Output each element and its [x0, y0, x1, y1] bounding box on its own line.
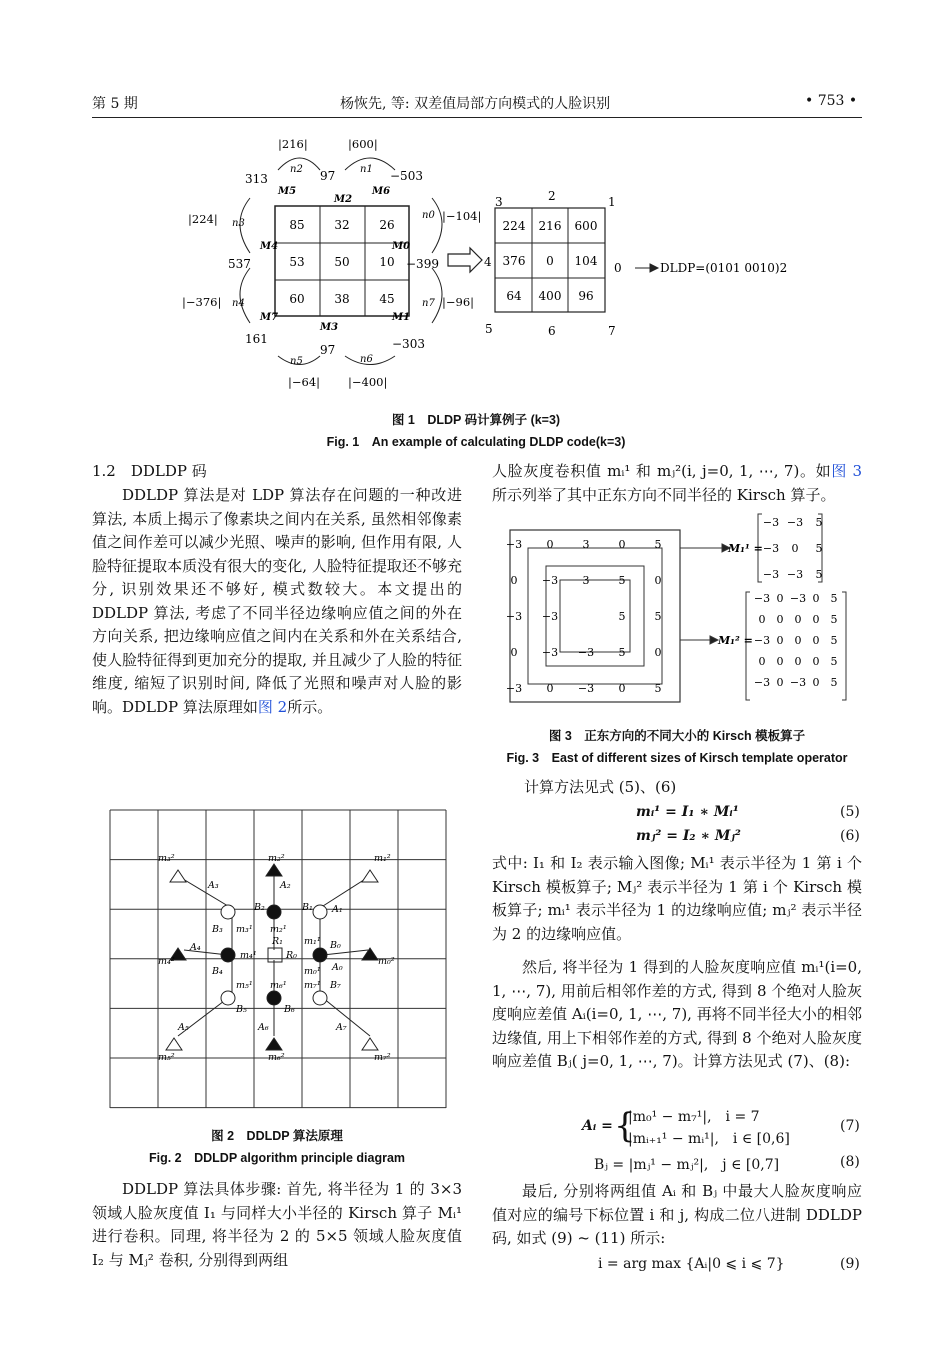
figure-2 [108, 808, 448, 1110]
lbl-m20: m₀² [378, 956, 395, 967]
lbl-m25: m₅² [158, 1052, 175, 1063]
right-paragraph-2: 式中: I₁ 和 I₂ 表示输入图像; Mᵢ¹ 表示半径为 1 第 i 个 Kirsch 模板算子; Mⱼ² 表示半径为 1 第 i 个 Kirsch 模板算子; mᵢ¹ 表示半径为 1 的边缘响应值; mⱼ² 表示半径为 2 的边缘响应值。 [492, 854, 862, 943]
grid2-cell-6: 64 [506, 289, 522, 303]
equation-7-case-1: |m₀¹ − m₇¹|, i = 7 [628, 1109, 760, 1125]
lbl-B0: B₀ [330, 940, 341, 951]
lbl-m11: m₁¹ [304, 936, 321, 947]
lbl-B3: B₃ [212, 924, 223, 935]
kirsch-big-cell: −3 [541, 610, 559, 623]
lbl-B7: B₇ [330, 980, 341, 991]
equation-9-number: (9) [840, 1256, 860, 1272]
kirsch-m2-cell: 0 [812, 613, 820, 626]
kirsch-big-cell: −3 [505, 538, 523, 551]
fig2-link[interactable]: 图 2 [257, 697, 288, 716]
idx-5: 5 [485, 322, 493, 336]
kirsch-m2-cell: 5 [830, 592, 838, 605]
kirsch-big-cell: −3 [541, 646, 559, 659]
equation-6: mⱼ² = I₂ ∗ Mⱼ² [636, 828, 741, 844]
right-paragraph-1: 人脸灰度卷积值 mᵢ¹ 和 mⱼ²(i, j=0, 1, ⋯, 7)。如图 3所示列举了其中正东方向不同半径的 Kirsch 算子。 [492, 462, 862, 504]
grid2-cell-0: 224 [502, 219, 526, 233]
lbl-R0: R₀ [286, 950, 297, 961]
lbl-m16: m₆¹ [270, 980, 287, 991]
kirsch-big-cell: −3 [505, 610, 523, 623]
n-label-5: n5 [290, 356, 303, 367]
grid2-cell-1: 216 [538, 219, 562, 233]
kirsch-m2-cell: 5 [830, 634, 838, 647]
grid1-cell-0: 85 [289, 218, 305, 232]
running-header-title: 杨恢先, 等: 双差值局部方向模式的人脸识别 [340, 96, 611, 112]
fig3-link[interactable]: 图 3 [831, 462, 862, 480]
n-label-0: n0 [422, 210, 435, 221]
right-paragraph-4: 最后, 分别将两组值 Aᵢ 和 Bⱼ 中最大人脸灰度响应值对应的编号下标位置 i 和 j, 构成二位八进制 DDLDP 码, 如式 (9) ~ (11) 所示: [492, 1182, 862, 1247]
diff-1: |600| [348, 137, 378, 151]
kirsch-m2-cell: −3 [753, 634, 771, 647]
kirsch-m2-cell: 0 [794, 655, 802, 668]
lbl-m13: m₃¹ [236, 924, 253, 935]
grid2-cell-5: 104 [574, 254, 598, 268]
lbl-m24: m₄² [158, 956, 175, 967]
kirsch-m1-cell: 5 [815, 542, 823, 555]
fig1-caption-en: Fig. 1 An example of calculating DLDP code(k=3) [326, 435, 626, 449]
kirsch-big-cell: 5 [618, 574, 626, 587]
equation-7-number: (7) [840, 1118, 860, 1134]
kirsch-m2-cell: 0 [812, 655, 820, 668]
kirsch-m2-cell: −3 [753, 592, 771, 605]
equation-6-number: (6) [840, 828, 860, 844]
kirsch-m1-cell: −3 [762, 516, 780, 529]
m-label-5: M5 [278, 186, 297, 197]
kirsch-big-cell: −3 [577, 646, 595, 659]
grid2-cell-3: 376 [502, 254, 526, 268]
equation-8-number: (8) [840, 1154, 860, 1170]
m-label-2: M2 [334, 194, 353, 205]
lbl-m14: m₄¹ [240, 950, 257, 961]
lbl-A5: A₅ [178, 1022, 189, 1033]
kirsch-m1-cell: 0 [791, 542, 799, 555]
section-title: 1.2 DDLDP 码 [92, 462, 207, 480]
n-label-3: n3 [232, 218, 245, 229]
kirsch-m2-cell: 0 [794, 634, 802, 647]
n-label-6: n6 [360, 354, 373, 365]
grid1-cell-6: 60 [289, 292, 305, 306]
resp-n7: −303 [392, 337, 425, 351]
grid2-cell-4: 0 [546, 254, 554, 268]
diff-7: |−400| [348, 375, 388, 389]
lbl-A3: A₃ [208, 880, 219, 891]
n-label-7: n7 [422, 298, 435, 309]
kirsch-m1-cell: −3 [762, 568, 780, 581]
resp-n4: 537 [228, 257, 251, 271]
lbl-m23: m₃² [158, 853, 175, 864]
kirsch-m2-cell: 0 [758, 613, 766, 626]
lbl-B5: B₅ [236, 1004, 247, 1015]
grid1-cell-7: 38 [334, 292, 350, 306]
kirsch-big-cell: 0 [546, 538, 554, 551]
equation-5-number: (5) [840, 804, 860, 820]
equation-7-brace: { [614, 1106, 636, 1146]
kirsch-m1-cell: −3 [762, 542, 780, 555]
lbl-B2: B₂ [254, 902, 265, 913]
n-label-2: n2 [290, 164, 303, 175]
header-rule [92, 117, 862, 118]
fig1-caption-cn: 图 1 DLDP 码计算例子 (k=3) [391, 413, 561, 427]
lbl-B6: B₆ [284, 1004, 295, 1015]
kirsch-big-cell: 0 [654, 574, 662, 587]
kirsch-big-cell: −3 [541, 574, 559, 587]
kirsch-m2-cell: 0 [812, 634, 820, 647]
kirsch-big-cell: 0 [618, 538, 626, 551]
m-label-0: M0 [392, 241, 411, 252]
diff-2: |224| [188, 212, 218, 226]
diff-0: |216| [278, 137, 308, 151]
n-label-1: n1 [360, 164, 373, 175]
lbl-m10: m₀¹ [304, 966, 321, 977]
lbl-m27: m₇² [374, 1052, 391, 1063]
idx-0: 0 [614, 261, 622, 275]
idx-2: 2 [548, 189, 556, 203]
running-header-issue: 第 5 期 [92, 96, 138, 112]
right-paragraph-3: 然后, 将半径为 1 得到的人脸灰度响应值 mᵢ¹(i=0, 1, ⋯, 7), 用前后相邻作差的方式, 得到 8 个绝对人脸灰度响应差值 Aᵢ(i=0, 1, ⋯, 7), 再将不同半径大小的相邻边缘值, 用上下相邻作差的方式, 得到 8 个绝对人脸灰度响应差值 Bⱼ( j=0, 1, ⋯, 7)。计算方法见式 (7)、(8): [492, 958, 862, 1070]
page-number: • 753 • [805, 93, 858, 109]
lbl-m21: m₁² [374, 853, 391, 864]
kirsch-big-cell: 0 [654, 646, 662, 659]
kirsch-m2-cell: 0 [776, 676, 784, 689]
kirsch-m2-cell: −3 [789, 676, 807, 689]
idx-1: 1 [608, 195, 616, 209]
fig2-caption-en: Fig. 2 DDLDP algorithm principle diagram [148, 1151, 406, 1165]
m-label-1: M1 [392, 312, 411, 323]
idx-3: 3 [495, 195, 503, 209]
n-label-4: n4 [232, 298, 245, 309]
kirsch-m2-cell: 5 [830, 613, 838, 626]
kirsch-m2-cell: 0 [812, 592, 820, 605]
fig3-caption-en: Fig. 3 East of different sizes of Kirsch template operator [506, 751, 848, 765]
kirsch-m1-cell: −3 [786, 516, 804, 529]
kirsch-big-cell: 0 [546, 682, 554, 695]
M12-label: M₁² = [718, 634, 753, 647]
resp-n1: −503 [390, 169, 423, 183]
grid1-cell-5: 10 [379, 255, 395, 269]
resp-n0: −399 [406, 257, 439, 271]
kirsch-big-cell: 0 [618, 682, 626, 695]
lbl-m26: m₆² [268, 1052, 285, 1063]
idx-7: 7 [608, 324, 616, 338]
left-paragraph-2: DDLDP 算法具体步骤: 首先, 将半径为 1 的 3×3 领域人脸灰度值 I₁ 与同样大小半径的 Kirsch 算子 Mᵢ¹ 进行卷积。同理, 将半径为 2 的 5×5 领域人脸灰度值 I₂ 与 Mⱼ² 卷积, 分别得到两组 [92, 1180, 462, 1269]
kirsch-m1-cell: 5 [815, 568, 823, 581]
kirsch-m2-cell: 0 [776, 634, 784, 647]
grid1-cell-8: 45 [379, 292, 395, 306]
kirsch-m2-cell: 0 [776, 613, 784, 626]
kirsch-big-cell: 5 [654, 610, 662, 623]
right-intro: 计算方法见式 (5)、(6) [524, 778, 677, 796]
lbl-m17: m₇¹ [304, 980, 321, 991]
m-label-6: M6 [372, 186, 391, 197]
kirsch-big-cell: −3 [577, 682, 595, 695]
grid2-cell-8: 96 [578, 289, 594, 303]
kirsch-m2-cell: −3 [789, 592, 807, 605]
dldp-code: DLDP=(0101 0010)2 [660, 261, 788, 275]
fig3-caption-cn: 图 3 正东方向的不同大小的 Kirsch 模板算子 [548, 729, 806, 743]
idx-6: 6 [548, 324, 556, 338]
kirsch-big-cell: 0 [510, 646, 518, 659]
lbl-R1: R₁ [272, 936, 283, 947]
lbl-A6: A₆ [258, 1022, 269, 1033]
m-label-3: M3 [320, 322, 339, 333]
grid1-cell-4: 50 [334, 255, 350, 269]
lbl-B4: B₄ [212, 966, 223, 977]
left-paragraph-1: DDLDP 算法是对 LDP 算法存在问题的一种改进算法, 本质上揭示了像素块之间内在关系, 虽然相邻像素值之间作差可以减少光照、噪声的影响, 但作用有限, 人脸特征提取本质没有很大的变化, 人脸特征提取还不够充分, 识别效果还不够好, 模式数较大。本文提出的 DDLDP 算法, 考虑了不同半径边缘响应值之间的外在方向关系, 把边缘响应值之间内在关系和外在关系结合, 使人脸特征得到更加充分的提取, 并且减少了人脸的特征维度, 缩短了识别时间, 降低了光照和噪声对人脸的影响。DDLDP 算法原理如图 2所示。 [92, 486, 462, 716]
kirsch-m2-cell: −3 [753, 676, 771, 689]
lbl-A1: A₁ [332, 904, 343, 915]
lbl-A2: A₂ [280, 880, 291, 891]
kirsch-big-cell: 5 [618, 610, 626, 623]
kirsch-m2-cell: 0 [776, 655, 784, 668]
grid1-cell-1: 32 [334, 218, 350, 232]
lbl-m22: m₂² [268, 853, 285, 864]
lbl-A0: A₀ [332, 962, 343, 973]
fig2-caption-cn: 图 2 DDLDP 算法原理 [211, 1129, 343, 1143]
lbl-A4: A₄ [190, 942, 201, 953]
lbl-A7: A₇ [336, 1022, 347, 1033]
equation-8: Bⱼ = |mⱼ¹ − mⱼ²|, j ∈ [0,7] [594, 1157, 780, 1173]
diff-3: |−104| [442, 209, 482, 223]
kirsch-m1-cell: −3 [786, 568, 804, 581]
diff-5: |−96| [442, 295, 475, 309]
grid2-cell-2: 600 [574, 219, 598, 233]
grid2-cell-7: 400 [538, 289, 562, 303]
kirsch-big-cell: 0 [510, 574, 518, 587]
m-label-4: M4 [260, 241, 279, 252]
figure-3 [500, 508, 860, 708]
equation-7-case-2: |mᵢ₊₁¹ − mᵢ¹|, i ∈ [0,6] [628, 1131, 790, 1147]
diff-6: |−64| [288, 375, 321, 389]
figure-1 [170, 128, 820, 398]
grid1-cell-3: 53 [289, 255, 305, 269]
resp-n6: 97 [320, 343, 336, 357]
kirsch-big-cell: −3 [505, 682, 523, 695]
lbl-m12: m₂¹ [270, 924, 287, 935]
kirsch-m2-cell: 5 [830, 655, 838, 668]
kirsch-big-cell: 5 [618, 646, 626, 659]
lbl-B1: B₁ [302, 902, 313, 913]
idx-4: 4 [484, 255, 492, 269]
kirsch-big-cell: 5 [654, 682, 662, 695]
kirsch-big-cell: 5 [654, 538, 662, 551]
resp-n3: 313 [245, 172, 268, 186]
equation-5: mᵢ¹ = I₁ ∗ Mᵢ¹ [636, 804, 739, 820]
kirsch-big-cell: 3 [582, 574, 590, 587]
kirsch-m2-cell: 0 [776, 592, 784, 605]
equation-9: i = arg max {Aᵢ|0 ⩽ i ⩽ 7} [598, 1256, 785, 1272]
kirsch-m2-cell: 0 [794, 613, 802, 626]
kirsch-big-cell: 3 [582, 538, 590, 551]
equation-7-lhs: Aᵢ = [582, 1118, 613, 1134]
m-label-7: M7 [260, 312, 279, 323]
lbl-m15: m₅¹ [236, 980, 253, 991]
resp-n5: 161 [245, 332, 268, 346]
M11-label: M₁¹ = [728, 542, 763, 555]
kirsch-m2-cell: 0 [758, 655, 766, 668]
diff-4: |−376| [182, 295, 222, 309]
kirsch-m2-cell: 0 [812, 676, 820, 689]
kirsch-m2-cell: 5 [830, 676, 838, 689]
grid1-cell-2: 26 [379, 218, 395, 232]
kirsch-m1-cell: 5 [815, 516, 823, 529]
resp-n2: 97 [320, 169, 336, 183]
